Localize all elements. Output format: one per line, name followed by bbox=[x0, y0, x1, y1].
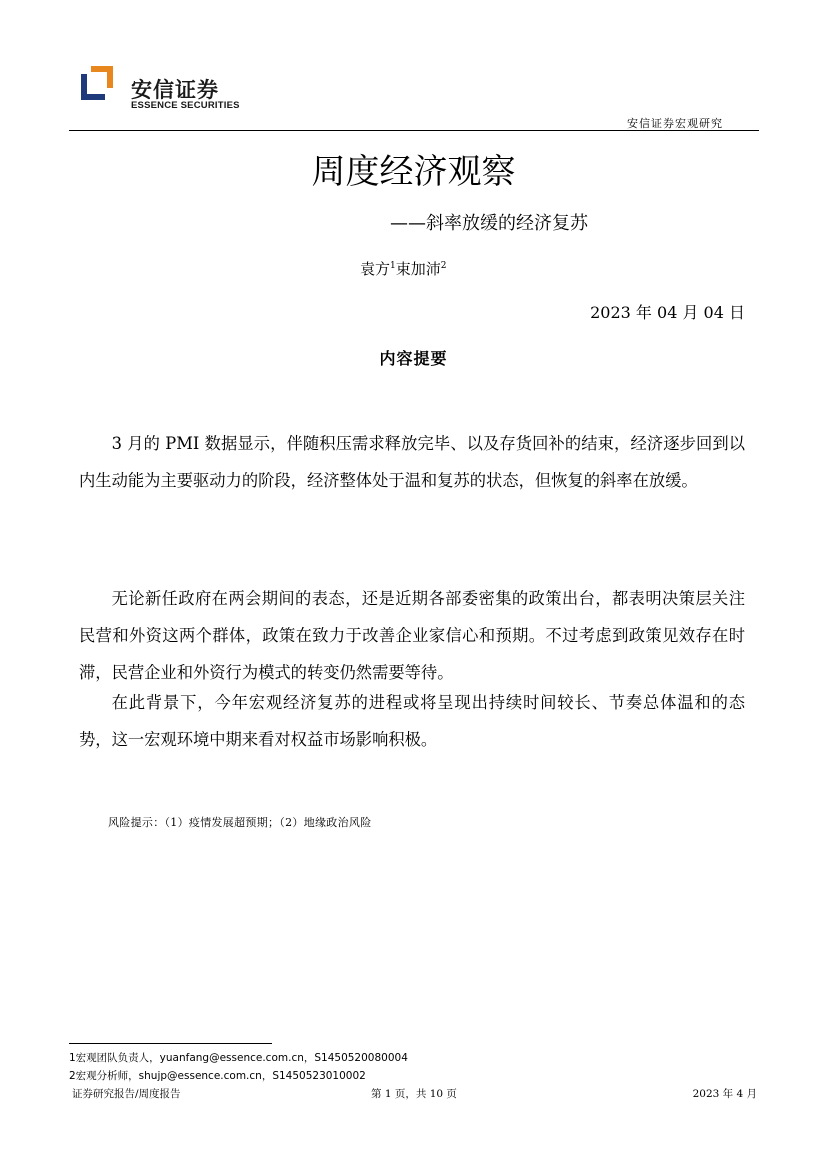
header-label: 安信证券宏观研究 bbox=[627, 117, 723, 130]
header-divider bbox=[69, 130, 759, 131]
footer-date: 2023 年 4 月 bbox=[692, 1088, 757, 1100]
abstract-heading: 内容提要 bbox=[379, 349, 448, 368]
abstract-paragraph: 在此背景下，今年宏观经济复苏的进程或将呈现出持续时间较长、节奏总体温和的态势，这一宏观环境中期来看对权益市场影响积极。 bbox=[79, 693, 745, 749]
author-name: 袁方 bbox=[360, 260, 391, 278]
essence-logo-icon bbox=[81, 66, 121, 100]
author-footnote-ref[interactable]: 1 bbox=[390, 261, 396, 271]
footer-page-number: 第 1 页，共 10 页 bbox=[371, 1088, 457, 1100]
abstract-paragraph: 3 月的 PMI 数据显示，伴随积压需求释放完毕、以及存货回补的结束，经济逐步回到以内生动能为主要驱动力的阶段，经济整体处于温和复苏的状态，但恢复的斜率在放缓。 bbox=[79, 434, 745, 490]
footnote: 1宏观团队负责人，yuanfang@essence.com.cn，S1450520080004 bbox=[69, 1052, 408, 1064]
logo-name-cn: 安信证券 bbox=[131, 78, 219, 102]
risk-warning: 风险提示：（1）疫情发展超预期；（2）地缘政治风险 bbox=[108, 816, 372, 829]
footer-report-type: 证券研究报告/周度报告 bbox=[72, 1088, 181, 1100]
report-subtitle: ——斜率放缓的经济复苏 bbox=[390, 213, 588, 234]
author-footnote-ref[interactable]: 2 bbox=[440, 261, 447, 271]
footnote: 2宏观分析师，shujp@essence.com.cn，S1450523010002 bbox=[69, 1070, 366, 1082]
abstract-paragraph: 无论新任政府在两会期间的表态，还是近期各部委密集的政策出台，都表明决策层关注民营和外资这两个群体，政策在致力于改善企业家信心和预期。不过考虑到政策见效存在时滞，民营企业和外资行为模式的转变仍然需要等待。 bbox=[79, 589, 745, 682]
report-date: 2023 年 04 月 04 日 bbox=[590, 303, 745, 322]
footnote-divider bbox=[69, 1043, 272, 1044]
logo-name-en: ESSENCE SECURITIES bbox=[131, 100, 240, 111]
author-name: 束加沛 bbox=[395, 260, 441, 278]
authors bbox=[360, 258, 447, 279]
report-title: 周度经济观察 bbox=[311, 152, 516, 192]
